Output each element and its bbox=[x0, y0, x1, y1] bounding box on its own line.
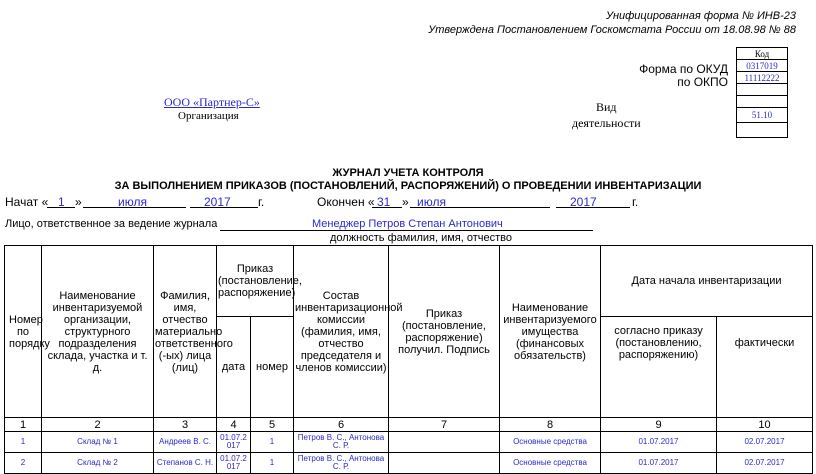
okpo-code: 11112222 bbox=[737, 72, 788, 84]
col-number: 7 bbox=[389, 418, 500, 432]
end-close-quote: » bbox=[402, 195, 409, 209]
code-box bbox=[736, 47, 788, 138]
start-label: Начат « bbox=[5, 195, 49, 209]
row-order-date: 01.07.2017 bbox=[217, 453, 251, 474]
header-col8: Наименование инвентаризуемого имущества (финансовых обязательств) bbox=[500, 246, 601, 418]
column-numbers-row bbox=[5, 418, 813, 432]
activity-label-line1: Вид bbox=[596, 100, 617, 114]
header-col1: Номер по порядку bbox=[5, 246, 42, 418]
activity-code: 51.10 bbox=[737, 108, 788, 123]
end-month: июля bbox=[417, 195, 446, 209]
inventory-control-table bbox=[4, 245, 813, 474]
header-start-group: Дата начала инвентаризации bbox=[601, 246, 813, 317]
row-number: 1 bbox=[5, 432, 42, 453]
col-number: 8 bbox=[500, 418, 601, 432]
header-order-number: номер bbox=[251, 317, 294, 418]
row-property: Основные средства bbox=[500, 432, 601, 453]
empty-code-2 bbox=[737, 96, 788, 108]
empty-code-1 bbox=[737, 84, 788, 96]
start-day: 1 bbox=[58, 195, 65, 209]
header-col3: Фамилия, имя, отчество материально ответственного (-ых) лица (лиц) bbox=[154, 246, 217, 418]
col-number: 10 bbox=[717, 418, 813, 432]
row-unit: Склад № 2 bbox=[42, 453, 154, 474]
header-col10: фактически bbox=[717, 293, 813, 394]
col-number: 6 bbox=[294, 418, 389, 432]
row-date-order: 01.07.2017 bbox=[601, 432, 717, 453]
header-order-date: дата bbox=[217, 317, 251, 418]
end-label: Окончен « bbox=[317, 195, 375, 209]
end-day: 31 bbox=[377, 195, 391, 209]
journal-title: ЖУРНАЛ УЧЕТА КОНТРОЛЯ bbox=[332, 167, 484, 179]
header-col6: Состав инвентаризационной комиссии (фамилия, имя, отчество председателя и членов комиссии) bbox=[294, 246, 389, 418]
okpo-label: по ОКПО bbox=[677, 75, 728, 89]
row-date-actual: 02.07.2017 bbox=[717, 453, 813, 474]
row-property: Основные средства bbox=[500, 453, 601, 474]
row-signature bbox=[389, 453, 500, 474]
start-close-quote: » bbox=[75, 195, 82, 209]
responsible-label: Лицо, ответственное за ведение журнала bbox=[5, 218, 218, 230]
row-person: Андреев В. С. bbox=[154, 432, 217, 453]
okud-code: 0317019 bbox=[737, 60, 788, 72]
header-order: Приказ (постановление, распоряжение) bbox=[217, 246, 294, 317]
row-commission: Петров В. С., Антонова С. Р. bbox=[294, 432, 389, 453]
organization-label: Организация bbox=[178, 110, 239, 122]
approval-note: Утверждена Постановлением Госкомстата России от 18.08.98 № 88 bbox=[428, 24, 796, 36]
start-year: 2017 bbox=[204, 195, 231, 209]
table-row bbox=[5, 432, 813, 453]
okud-label: Форма по ОКУД bbox=[639, 62, 728, 76]
code-header: Код bbox=[737, 48, 788, 60]
journal-subtitle: ЗА ВЫПОЛНЕНИЕМ ПРИКАЗОВ (ПОСТАНОВЛЕНИЙ, РАСПОРЯЖЕНИЙ) О ПРОВЕДЕНИИ ИНВЕНТАРИЗАЦИИ bbox=[114, 180, 702, 192]
activity-label-line2: деятельности bbox=[572, 116, 641, 130]
row-commission: Петров В. С., Антонова С. Р. bbox=[294, 453, 389, 474]
start-month: июля bbox=[118, 195, 147, 209]
end-year: 2017 bbox=[570, 195, 597, 209]
header-col2: Наименование инвентаризуемой организации, структурного подразделения склада, участка и т. д. bbox=[42, 246, 154, 418]
responsible-caption: должность фамилия, имя, отчество bbox=[330, 232, 513, 244]
table-row bbox=[5, 453, 813, 474]
row-signature bbox=[389, 432, 500, 453]
responsible-value: Менеджер Петров Степан Антонович bbox=[312, 218, 503, 230]
row-number: 2 bbox=[5, 453, 42, 474]
header-col7: Приказ (постановление, распоряжение) получил. Подпись bbox=[389, 246, 500, 418]
organization-name: ООО «Партнер-С» bbox=[164, 95, 260, 109]
end-year-suffix: г. bbox=[632, 195, 639, 209]
col-number: 2 bbox=[42, 418, 154, 432]
col-number: 1 bbox=[5, 418, 42, 432]
row-order-number: 1 bbox=[251, 453, 294, 474]
col-number: 9 bbox=[601, 418, 717, 432]
form-number: Унифицированная форма № ИНВ-23 bbox=[606, 10, 796, 22]
row-date-order: 01.07.2017 bbox=[601, 453, 717, 474]
row-order-date: 01.07.2017 bbox=[217, 432, 251, 453]
empty-code-3 bbox=[737, 123, 788, 138]
start-year-suffix: г. bbox=[258, 195, 265, 209]
col-number: 4 bbox=[217, 418, 251, 432]
col-number: 3 bbox=[154, 418, 217, 432]
row-person: Степанов С. Н. bbox=[154, 453, 217, 474]
col-number: 5 bbox=[251, 418, 294, 432]
row-order-number: 1 bbox=[251, 432, 294, 453]
header-col9: согласно приказу (постановлению, распоряжению) bbox=[601, 293, 717, 394]
row-date-actual: 02.07.2017 bbox=[717, 432, 813, 453]
row-unit: Склад № 1 bbox=[42, 432, 154, 453]
